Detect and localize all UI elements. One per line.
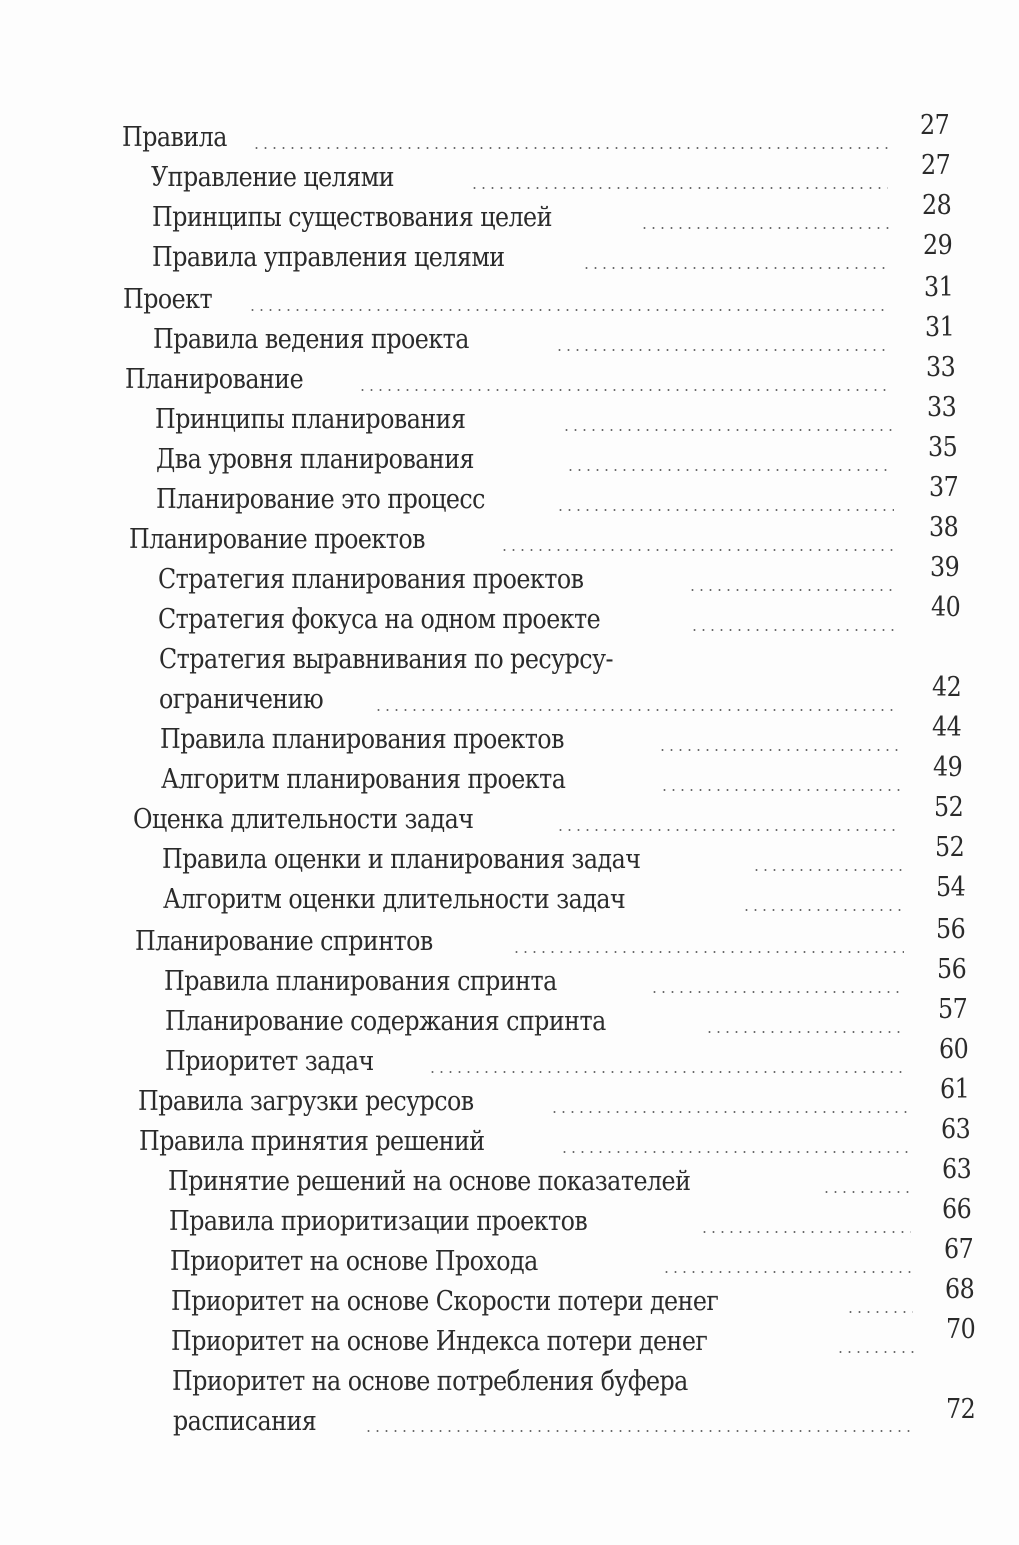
dot-leader [374,709,898,711]
dot-leader [700,1231,911,1233]
toc-entry-page-number: 66 [942,1194,972,1225]
toc-entry-level1[interactable] [0,914,1019,962]
toc-entry-level2-multiline[interactable] [0,1362,1019,1442]
toc-entry-page-number: 52 [935,832,965,863]
toc-entry-level1[interactable] [0,272,1019,320]
dot-leader [512,951,904,953]
toc-entry-page-number: 28 [922,190,952,221]
toc-entry-level2[interactable] [0,1314,1019,1362]
toc-entry-title: Принципы существования целей [152,202,552,233]
dot-leader [640,227,889,229]
toc-entry-page-number: 42 [932,672,962,703]
toc-entry-title: Правила принятия решений [139,1126,485,1157]
toc-entry-title-continuation: расписания [173,1406,317,1437]
dot-leader [428,1071,907,1073]
toc-entry-title: Правила управления целями [152,242,505,273]
toc-entry-level2[interactable] [0,230,1019,278]
toc-entry-title: Приоритет задач [165,1046,374,1077]
toc-entry-level2[interactable] [0,1274,1019,1322]
toc-entry-level2[interactable] [0,592,1019,640]
toc-entry-title: Планирование содержания спринта [165,1006,606,1037]
toc-entry-title-continuation: ограничению [159,684,324,715]
toc-entry-page-number: 39 [930,552,960,583]
toc-entry-title: Стратегия выравнивания по ресурсу- [159,644,614,675]
toc-entry-page-number: 33 [926,352,956,383]
toc-entry-level2[interactable] [0,432,1019,480]
dot-leader [742,909,903,911]
toc-entry-level2[interactable] [0,1234,1019,1282]
toc-entry-page-number: 54 [936,872,966,903]
toc-entry-title: Два уровня планирования [156,444,475,475]
toc-entry-title: Планирование проектов [129,524,425,555]
toc-entry-level2[interactable] [0,712,1019,760]
toc-entry-title: Правила [122,122,227,153]
toc-entry-page-number: 56 [937,954,967,985]
toc-entry-page-number: 38 [929,512,959,543]
toc-entry-title: Правила ведения проекта [153,324,469,355]
toc-entry-title: Проект [123,284,213,315]
toc-entry-title: Приоритет на основе Скорости потери денег [171,1286,719,1317]
toc-entry-level2[interactable] [0,392,1019,440]
dot-leader [556,509,894,511]
toc-entry-title: Правила оценки и планирования задач [162,844,641,875]
toc-entry-level2[interactable] [0,752,1019,800]
toc-entry-level2[interactable] [0,1154,1019,1202]
toc-entry-page-number: 49 [933,752,963,783]
dot-leader [690,629,897,631]
toc-entry-title: Алгоритм оценки длительности задач [163,884,626,915]
toc-entry-page-number: 61 [940,1074,970,1105]
dot-leader [688,589,896,591]
toc-entry-title: Принципы планирования [155,404,466,435]
dot-leader [752,869,902,871]
toc-entry-title: Правила планирования спринта [164,966,557,997]
dot-leader [555,349,890,351]
toc-entry-page-number: 31 [925,312,955,343]
toc-entry-title: Правила планирования проектов [160,724,564,755]
toc-entry-level2[interactable] [0,994,1019,1042]
dot-leader [650,991,905,993]
toc-entry-level1[interactable] [0,512,1019,560]
toc-entry-page-number: 67 [944,1234,974,1265]
toc-entry-page-number: 31 [924,272,954,303]
toc-entry-page-number: 29 [923,230,953,261]
dot-leader [560,1151,909,1153]
dot-leader [500,549,895,551]
toc-entry-title: Планирование спринтов [135,926,433,957]
toc-entry-page-number: 35 [928,432,958,463]
toc-entry-level2[interactable] [0,312,1019,360]
toc-entry-level2[interactable] [0,954,1019,1002]
toc-entry-level2[interactable] [0,832,1019,880]
dot-leader [364,1430,915,1432]
toc-entry-page-number: 27 [921,150,951,181]
toc-entry-page-number: 44 [932,712,962,743]
toc-entry-title: Правила приоритизации проектов [169,1206,588,1237]
toc-entry-title: Стратегия планирования проектов [158,564,584,595]
dot-leader [662,1271,912,1273]
dot-leader [248,309,890,311]
dot-leader [660,789,900,791]
toc-entry-level2-multiline[interactable] [0,640,1019,720]
toc-entry-level2[interactable] [0,872,1019,920]
toc-entry-level1[interactable] [0,792,1019,840]
toc-entry-title: Приоритет на основе потребления буфера [172,1366,688,1397]
toc-entry-level2[interactable] [0,1194,1019,1242]
toc-entry-page-number: 72 [946,1394,976,1425]
toc-entry-level1[interactable] [0,352,1019,400]
dot-leader [705,1031,906,1033]
toc-entry-title: Планирование это процесс [156,484,485,515]
dot-leader [550,1111,908,1113]
toc-entry-page-number: 63 [942,1154,972,1185]
dot-leader [822,1191,910,1193]
toc-entry-title: Управление целями [151,162,394,193]
toc-entry-title: Планирование [125,364,304,395]
toc-entry-page-number: 63 [941,1114,971,1145]
toc-entry-page-number: 60 [939,1034,969,1065]
dot-leader [846,1311,913,1313]
toc-entry-title: Приоритет на основе Прохода [170,1246,538,1277]
toc-entry-level1[interactable] [0,1074,1019,1122]
toc-entry-title: Стратегия фокуса на одном проекте [158,604,601,635]
toc-entry-page-number: 37 [929,472,959,503]
toc-entry-title: Алгоритм планирования проекта [161,764,566,795]
toc-entry-level1[interactable] [0,110,1019,158]
toc-entry-level2[interactable] [0,472,1019,520]
toc-entry-level2[interactable] [0,190,1019,238]
dot-leader [252,147,888,149]
toc-entry-level1[interactable] [0,1114,1019,1162]
toc-entry-level2[interactable] [0,552,1019,600]
toc-entry-title: Принятие решений на основе показателей [168,1166,691,1197]
toc-entry-page-number: 52 [934,792,964,823]
dot-leader [582,267,889,269]
dot-leader [470,187,888,189]
toc-entry-page-number: 33 [927,392,957,423]
dot-leader [556,829,901,831]
toc-entry-title: Правила загрузки ресурсов [138,1086,474,1117]
toc-entry-page-number: 57 [938,994,968,1025]
toc-entry-page-number: 68 [945,1274,975,1305]
dot-leader [562,429,892,431]
toc-entry-page-number: 27 [920,110,950,141]
toc-entry-title: Оценка длительности задач [133,804,474,835]
toc-entry-page-number: 70 [946,1314,976,1345]
toc-entry-title: Приоритет на основе Индекса потери денег [171,1326,708,1357]
dot-leader [566,469,893,471]
dot-leader [658,749,899,751]
toc-entry-level2[interactable] [0,150,1019,198]
toc-entry-page-number: 56 [936,914,966,945]
toc-entry-level2[interactable] [0,1034,1019,1082]
dot-leader [836,1351,914,1353]
toc-entry-page-number: 40 [931,592,961,623]
dot-leader [358,389,891,391]
